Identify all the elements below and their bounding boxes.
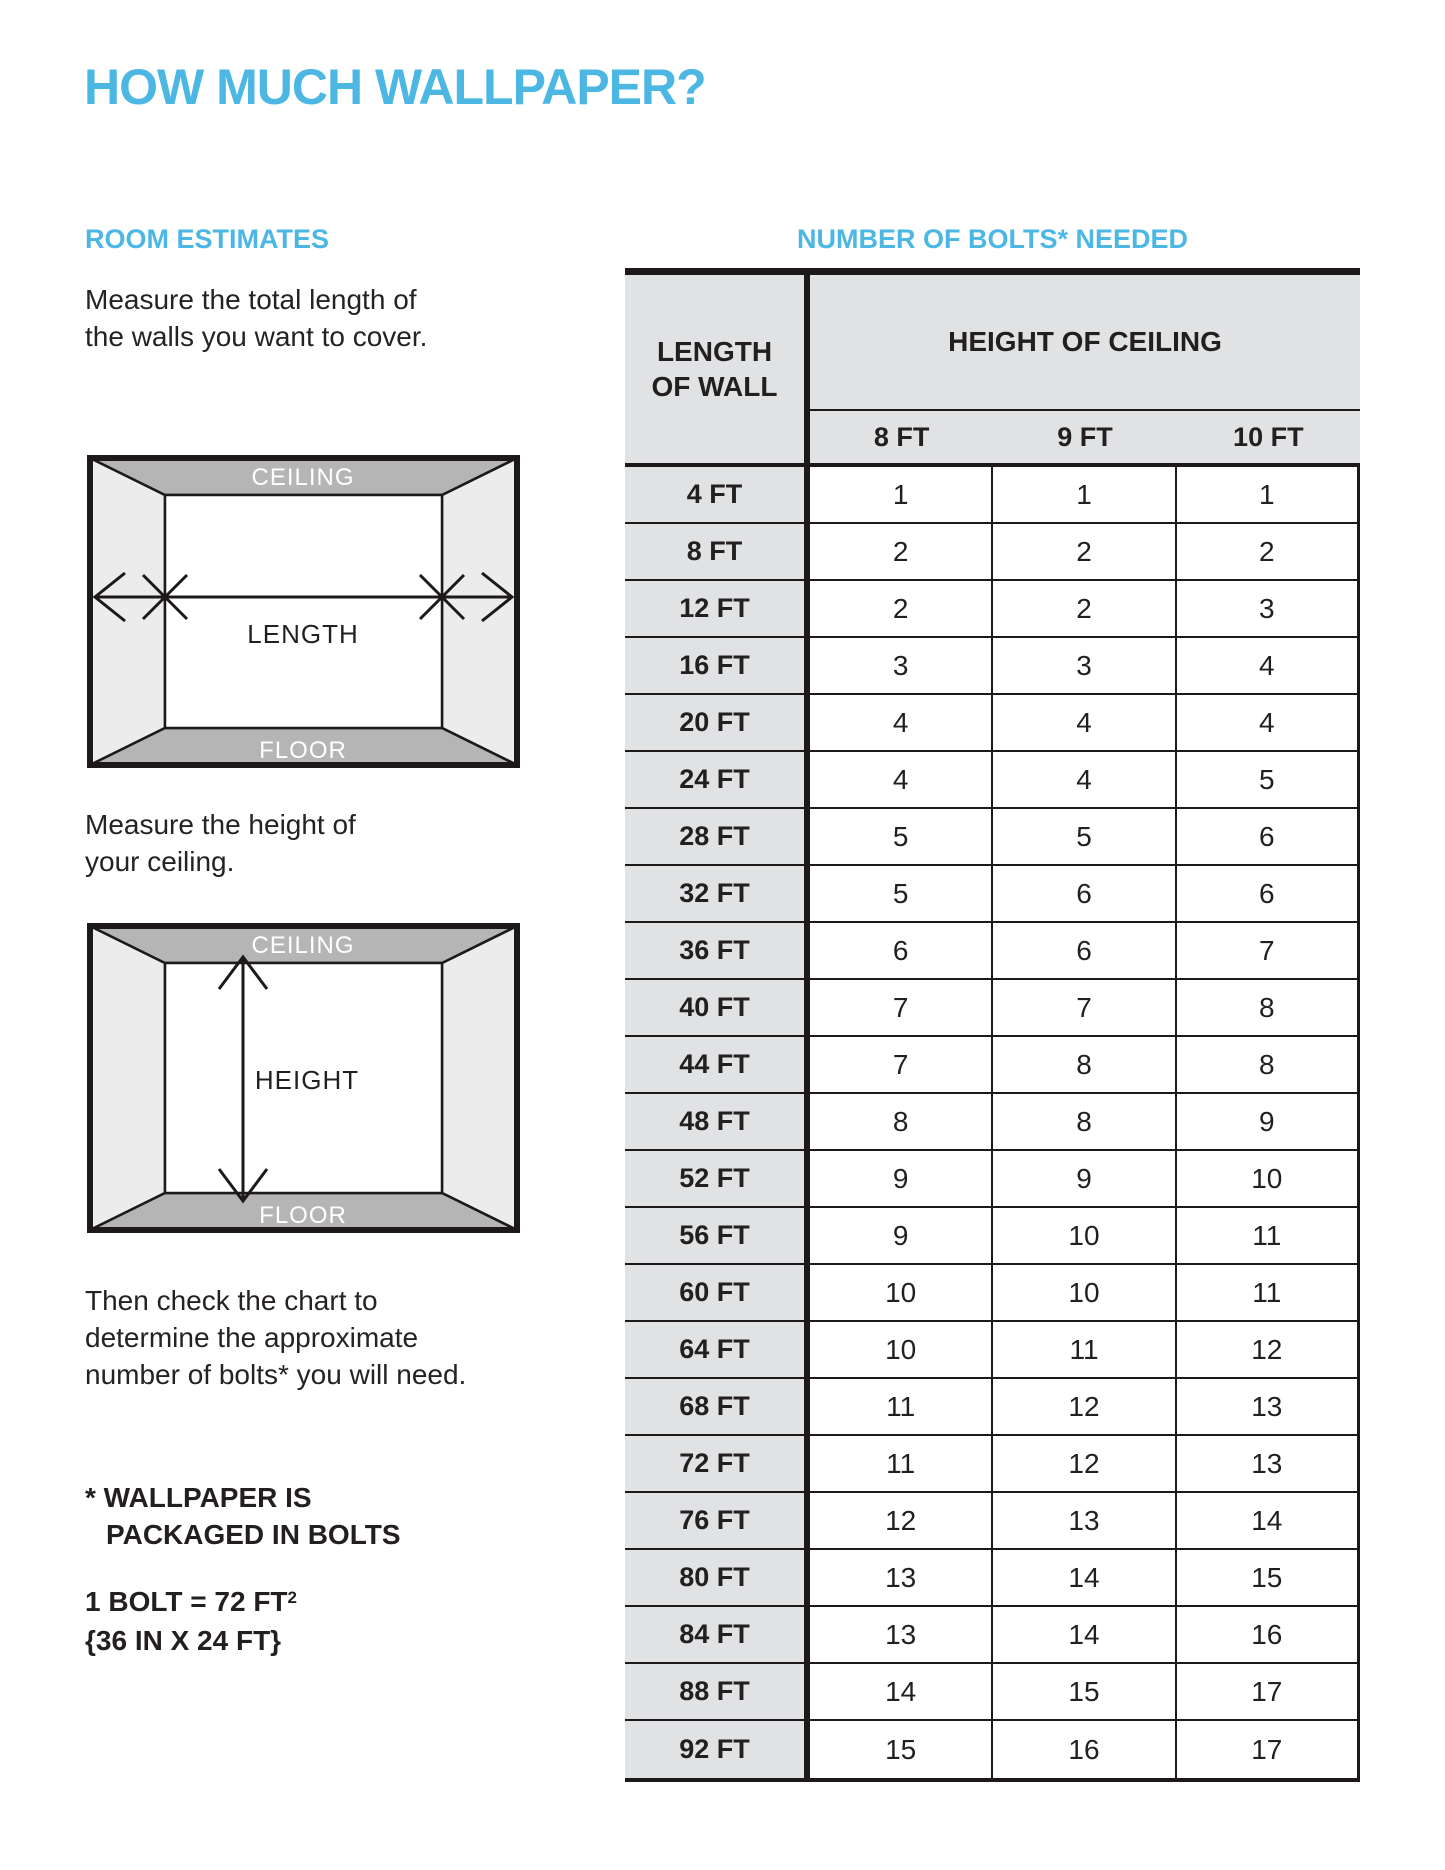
bolt-count-cell: 12 (993, 1436, 1176, 1491)
wall-length-cell: 20 FT (625, 695, 810, 750)
bolt-count-cell: 17 (1177, 1721, 1360, 1778)
table-row (625, 467, 1360, 524)
table-row (625, 1721, 1360, 1778)
floor-label: FLOOR (259, 737, 347, 764)
bolt-count-cell: 1 (993, 467, 1176, 522)
right-wall-shape (442, 926, 517, 1230)
footnote-line: PACKAGED IN BOLTS (106, 1519, 401, 1550)
instruction-measure-length (85, 281, 427, 355)
bolt-count-cell: 16 (1177, 1607, 1360, 1662)
table-row (625, 524, 1360, 581)
instruction-line: the walls you want to cover. (85, 321, 428, 352)
wall-length-cell: 44 FT (625, 1037, 810, 1092)
table-row (625, 1550, 1360, 1607)
bolt-count-cell: 10 (810, 1265, 993, 1320)
bolt-count-cell: 14 (810, 1664, 993, 1719)
bolt-count-cell: 1 (1177, 467, 1360, 522)
bolt-count-cell: 14 (1177, 1493, 1360, 1548)
bolt-count-cell: 9 (810, 1151, 993, 1206)
bolt-count-cell: 13 (810, 1607, 993, 1662)
bolt-count-cell: 6 (810, 923, 993, 978)
right-wall-shape (442, 458, 517, 765)
table-row (625, 923, 1360, 980)
bolt-count-cell: 5 (810, 866, 993, 921)
table-row (625, 1322, 1360, 1379)
bolt-count-cell: 3 (810, 638, 993, 693)
bolt-count-cell: 13 (993, 1493, 1176, 1548)
wall-length-cell: 88 FT (625, 1664, 810, 1719)
wall-length-cell: 52 FT (625, 1151, 810, 1206)
bolt-count-cell: 4 (1177, 695, 1360, 750)
bolt-dimensions: {36 IN X 24 FT} (85, 1625, 282, 1656)
bolt-count-cell: 1 (810, 467, 993, 522)
wall-length-cell: 32 FT (625, 866, 810, 921)
bolt-count-cell: 15 (993, 1664, 1176, 1719)
column-header-10ft: 10 FT (1233, 421, 1304, 452)
bolt-count-cell: 10 (993, 1265, 1176, 1320)
bolt-count-cell: 13 (1177, 1379, 1360, 1434)
table-row (625, 581, 1360, 638)
length-of-wall-header (625, 275, 810, 467)
bolt-equation: 1 BOLT = 72 $FT^2$ (85, 1586, 297, 1617)
ceiling-height-subheader-row (810, 411, 1360, 467)
bolt-count-cell: 6 (1177, 809, 1360, 864)
height-label: HEIGHT (254, 1065, 360, 1095)
bolt-count-cell: 4 (1177, 638, 1360, 693)
bolt-count-cell: 4 (993, 695, 1176, 750)
table-row (625, 866, 1360, 923)
bolt-count-cell: 12 (1177, 1322, 1360, 1377)
bolt-count-cell: 11 (1177, 1265, 1360, 1320)
bolt-count-cell: 15 (1177, 1550, 1360, 1605)
bolts-footnote (85, 1479, 401, 1553)
bolt-count-cell: 9 (993, 1151, 1176, 1206)
bolt-count-cell: 13 (810, 1550, 993, 1605)
table-row (625, 809, 1360, 866)
bolt-count-cell: 10 (993, 1208, 1176, 1263)
page-title: HOW MUCH WALLPAPER? (84, 59, 706, 115)
bolt-count-cell: 8 (810, 1094, 993, 1149)
wall-length-cell: 12 FT (625, 581, 810, 636)
room-estimates-heading: ROOM ESTIMATES (85, 224, 330, 254)
height-of-ceiling-header: HEIGHT OF CEILING (810, 275, 1360, 411)
bolts-table (625, 268, 1360, 1782)
ceiling-label: CEILING (251, 464, 355, 491)
bolt-count-cell: 11 (1177, 1208, 1360, 1263)
wall-length-cell: 4 FT (625, 467, 810, 522)
bolt-count-cell: 2 (993, 581, 1176, 636)
table-header (625, 275, 1360, 467)
left-wall-shape (90, 458, 165, 765)
bolt-count-cell: 10 (810, 1322, 993, 1377)
table-row (625, 1493, 1360, 1550)
table-row (625, 1265, 1360, 1322)
wall-length-cell: 68 FT (625, 1379, 810, 1434)
table-row (625, 1037, 1360, 1094)
wall-length-cell: 84 FT (625, 1607, 810, 1662)
column-header-8ft: 8 FT (873, 421, 930, 452)
bolt-count-cell: 3 (993, 638, 1176, 693)
table-row (625, 980, 1360, 1037)
instruction-line: your ceiling. (85, 846, 235, 877)
ceiling-header-group (810, 275, 1360, 467)
bolt-count-cell: 9 (1177, 1094, 1360, 1149)
ceiling-label: CEILING (251, 932, 355, 959)
bolt-count-cell: 14 (993, 1550, 1176, 1605)
room-length-diagram (87, 455, 520, 773)
instruction-measure-height (85, 806, 356, 880)
instruction-line: determine the approximate (85, 1322, 419, 1353)
column-header-9ft: 9 FT (1057, 421, 1113, 452)
bolt-count-cell: 4 (810, 695, 993, 750)
instruction-line: Measure the total length of (85, 284, 417, 315)
wall-length-cell: 40 FT (625, 980, 810, 1035)
bolt-count-cell: 5 (810, 809, 993, 864)
bolt-count-cell: 5 (1177, 752, 1360, 807)
bolt-count-cell: 2 (993, 524, 1176, 579)
bolt-count-cell: 16 (993, 1721, 1176, 1778)
bolt-count-cell: 8 (993, 1094, 1176, 1149)
length-label: LENGTH (247, 619, 359, 649)
bolt-count-cell: 7 (810, 980, 993, 1035)
header-line: LENGTH (656, 336, 773, 367)
table-row (625, 1379, 1360, 1436)
instruction-line: number of bolts* you will need. (85, 1359, 467, 1390)
wall-length-cell: 92 FT (625, 1721, 810, 1778)
bolt-count-cell: 2 (1177, 524, 1360, 579)
left-wall-shape (90, 926, 165, 1230)
table-rows (625, 467, 1360, 1778)
table-row (625, 1664, 1360, 1721)
bolt-count-cell: 6 (993, 923, 1176, 978)
bolt-count-cell: 2 (810, 581, 993, 636)
bolt-count-cell: 2 (810, 524, 993, 579)
table-row (625, 752, 1360, 809)
wall-length-cell: 76 FT (625, 1493, 810, 1548)
instruction-line: Then check the chart to (85, 1285, 378, 1316)
header-line: OF WALL (651, 371, 778, 402)
table-row (625, 1208, 1360, 1265)
wall-length-cell: 72 FT (625, 1436, 810, 1491)
bolt-count-cell: 5 (993, 809, 1176, 864)
table-row (625, 1151, 1360, 1208)
bolt-count-cell: 17 (1177, 1664, 1360, 1719)
bolt-count-cell: 3 (1177, 581, 1360, 636)
bolt-count-cell: 7 (1177, 923, 1360, 978)
wall-length-cell: 56 FT (625, 1208, 810, 1263)
bolt-count-cell: 11 (993, 1322, 1176, 1377)
wall-length-cell: 36 FT (625, 923, 810, 978)
bolt-count-cell: 8 (1177, 980, 1360, 1035)
wall-length-cell: 28 FT (625, 809, 810, 864)
bolt-count-cell: 11 (810, 1436, 993, 1491)
table-row (625, 695, 1360, 752)
bolt-count-cell: 6 (1177, 866, 1360, 921)
bolt-count-cell: 13 (1177, 1436, 1360, 1491)
bolt-count-cell: 12 (810, 1493, 993, 1548)
bolt-count-cell: 14 (993, 1607, 1176, 1662)
bolt-count-cell: 7 (810, 1037, 993, 1092)
bolt-spec (85, 1578, 297, 1660)
table-row (625, 638, 1360, 695)
bolts-needed-heading: NUMBER OF BOLTS* NEEDED (796, 224, 1188, 254)
bolt-count-cell: 11 (810, 1379, 993, 1434)
wall-length-cell: 80 FT (625, 1550, 810, 1605)
bolt-count-cell: 6 (993, 866, 1176, 921)
bolt-count-cell: 15 (810, 1721, 993, 1778)
table-row (625, 1607, 1360, 1664)
bolt-count-cell: 4 (993, 752, 1176, 807)
superscript-two: 2 (287, 1588, 297, 1607)
room-height-svg (87, 923, 520, 1233)
table-row (625, 1436, 1360, 1493)
footnote-line: * WALLPAPER IS (85, 1482, 312, 1513)
wall-length-cell: 60 FT (625, 1265, 810, 1320)
floor-label: FLOOR (259, 1202, 347, 1229)
room-length-svg (87, 455, 520, 768)
bolt-count-cell: 10 (1177, 1151, 1360, 1206)
room-height-diagram (87, 923, 520, 1238)
bolt-count-cell: 4 (810, 752, 993, 807)
bolt-count-cell: 8 (1177, 1037, 1360, 1092)
bolt-count-cell: 9 (810, 1208, 993, 1263)
wall-length-cell: 48 FT (625, 1094, 810, 1149)
back-wall-shape (165, 495, 442, 728)
wall-length-cell: 16 FT (625, 638, 810, 693)
wall-length-cell: 64 FT (625, 1322, 810, 1377)
instruction-check-chart (85, 1282, 466, 1393)
table-row (625, 1094, 1360, 1151)
bolt-count-cell: 7 (993, 980, 1176, 1035)
bolt-count-cell: 8 (993, 1037, 1176, 1092)
wall-length-cell: 8 FT (625, 524, 810, 579)
instruction-line: Measure the height of (85, 809, 356, 840)
wall-length-cell: 24 FT (625, 752, 810, 807)
bolt-count-cell: 12 (993, 1379, 1176, 1434)
